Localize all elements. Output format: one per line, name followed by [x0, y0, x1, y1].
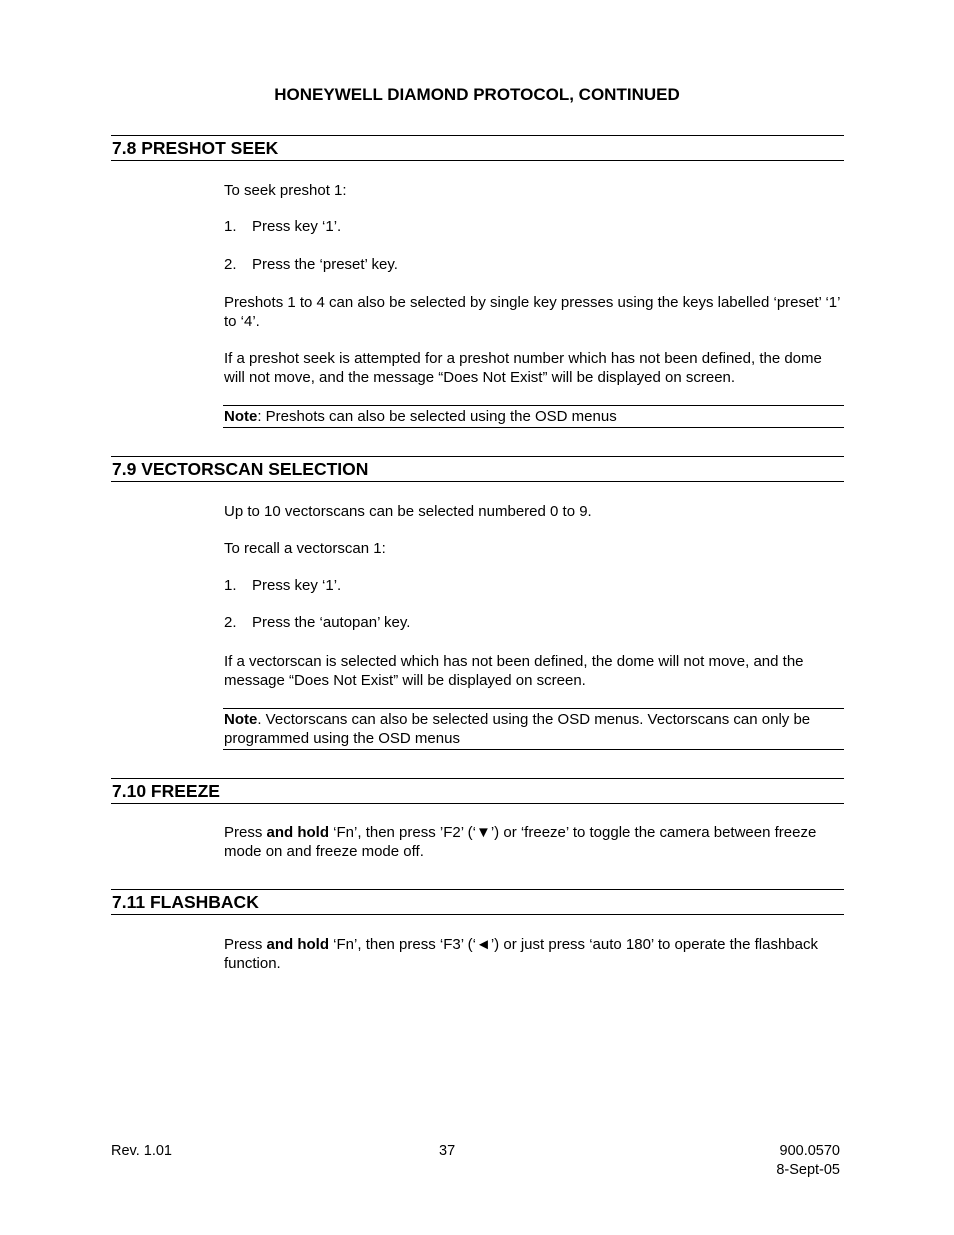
step-number: 1.: [224, 218, 237, 235]
freeze-text-pre: Press: [224, 824, 267, 841]
section-heading-preshot-seek: 7.8 PRESHOT SEEK: [111, 135, 844, 161]
section-heading-freeze: 7.10 FREEZE: [111, 778, 844, 804]
footer-doc-number: 900.0570: [779, 1143, 840, 1159]
vectorscan-intro: To recall a vectorscan 1:: [224, 540, 386, 557]
step-number: 2.: [224, 614, 237, 631]
note-text: : Preshots can also be selected using the OSD menus: [257, 408, 617, 425]
vectorscan-note: [223, 708, 844, 750]
step-text: Press the ‘autopan’ key.: [252, 614, 411, 631]
freeze-text-post: ‘Fn’, then press ’F2’ (‘▼’) or ‘freeze’ to toggle the camera between freeze mode on and freeze mode off.: [224, 824, 817, 860]
flashback-text-post: ‘Fn’, then press ‘F3’ (‘◄’) or just press ‘auto 180’ to operate the flashback function.: [224, 936, 818, 972]
preshot-para-2: If a preshot seek is attempted for a preshot number which has not been defined, the dome will not move, and the message “Does Not Exist” will be displayed on screen.: [224, 350, 822, 386]
note-label: Note: [224, 711, 258, 728]
step-number: 2.: [224, 256, 237, 273]
step-text: Press the ‘preset’ key.: [252, 256, 398, 273]
preshot-step-2: [224, 256, 398, 273]
footer-doc-info: [776, 1142, 840, 1180]
flashback-text-bold: and hold: [266, 936, 330, 953]
flashback-text-pre: Press: [224, 936, 267, 953]
preshot-note: [223, 405, 844, 428]
note-label: Note: [224, 408, 258, 425]
section-heading-vectorscan: 7.9 VECTORSCAN SELECTION: [111, 456, 844, 482]
freeze-para: [224, 823, 844, 861]
footer-revision: Rev. 1.01: [111, 1143, 172, 1159]
section-heading-flashback: 7.11 FLASHBACK: [111, 889, 844, 915]
vectorscan-step-1: [224, 577, 341, 594]
step-number: 1.: [224, 577, 237, 594]
footer-page-number: 37: [439, 1143, 456, 1159]
vectorscan-step-2: [224, 614, 410, 631]
page-title: HONEYWELL DIAMOND PROTOCOL, CONTINUED: [274, 85, 680, 104]
preshot-para-1: Preshots 1 to 4 can also be selected by single key presses using the keys labelled ‘preset’ ‘1’ to ‘4’.: [224, 294, 840, 330]
footer-date: 8-Sept-05: [776, 1162, 840, 1178]
preshot-step-1: [224, 218, 341, 235]
vectorscan-para-1: Up to 10 vectorscans can be selected numbered 0 to 9.: [224, 503, 592, 520]
step-text: Press key ‘1’.: [252, 218, 342, 235]
note-text: . Vectorscans can also be selected using the OSD menus. Vectorscans can only be programmed using the OSD menus: [224, 711, 811, 747]
step-text: Press key ‘1’.: [252, 577, 342, 594]
preshot-intro: To seek preshot 1:: [224, 182, 347, 199]
flashback-para: [224, 935, 844, 973]
vectorscan-para-2: If a vectorscan is selected which has not been defined, the dome will not move, and the message “Does Not Exist” will be displayed on screen.: [224, 653, 804, 689]
freeze-text-bold: and hold: [266, 824, 330, 841]
